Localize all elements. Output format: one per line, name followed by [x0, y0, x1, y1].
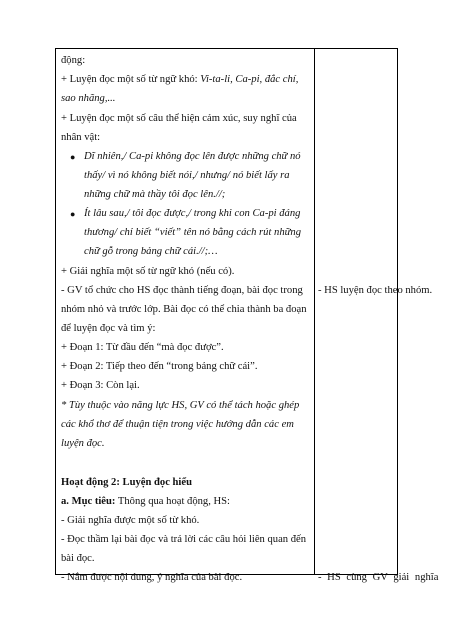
text-line: - GV tổ chức cho HS đọc thành tiếng đoạn, bài đọc trong	[61, 285, 303, 296]
text-line: sao nhãng,...	[61, 93, 116, 104]
italic-words: Vi-ta-li, Ca-pi, đắc chí,	[200, 74, 299, 85]
text-line: động:	[61, 55, 86, 66]
column-divider	[314, 49, 315, 574]
bullet-line: những chữ mà thầy tôi đọc lên.//;	[84, 189, 226, 200]
text-line: bài đọc.	[61, 553, 95, 564]
right-text-line: - HS cùng GV giải nghĩa	[318, 572, 439, 583]
text-line: để luyện đọc và tìm ý:	[61, 323, 156, 334]
text-span: + Luyện đọc một số từ ngữ khó:	[61, 74, 201, 85]
bullet-icon: ●	[70, 209, 76, 219]
text-line: + Đoạn 3: Còn lại.	[61, 380, 140, 391]
text-line: + Luyện đọc một số câu thể hiện cảm xúc, suy nghĩ của	[61, 113, 297, 124]
bullet-line: thương/ chỉ biết “viết” tên nó bằng cách rút những	[84, 227, 301, 238]
text-span: Thông qua hoạt động, HS:	[115, 496, 231, 507]
bullet-icon: ●	[70, 152, 76, 162]
text-line: - Đọc thầm lại bài đọc và trả lời các câu hỏi liên quan đến	[61, 534, 307, 545]
text-line: nhóm nhỏ và trước lớp. Bài đọc có thể chia thành ba đoạn	[61, 304, 307, 315]
text-line: - Giải nghĩa được một số từ khó.	[61, 515, 200, 526]
text-line	[61, 496, 230, 508]
bullet-line: Dĩ nhiên,/ Ca-pi không đọc lên được những chữ nó	[84, 151, 301, 162]
text-line: các khổ thơ để thuận tiện trong việc hướng dẫn các em	[61, 419, 294, 430]
text-line: + Đoạn 2: Tiếp theo đến “trong bảng chữ cái”.	[61, 361, 258, 372]
bullet-line: chữ gỗ trong bảng chữ cái.//;…	[84, 246, 218, 257]
text-line: - Nắm được nội dung, ý nghĩa của bài đọc.	[61, 572, 243, 583]
text-line: * Tùy thuộc vào năng lực HS, GV có thể tách hoặc ghép	[61, 400, 300, 411]
bullet-line: thấy/ vì nó không biết nói,/ nhưng/ nó biết lấy ra	[84, 170, 290, 181]
text-line: luyện đọc.	[61, 438, 105, 449]
bullet-line: Ít lâu sau,/ tôi đọc được,/ trong khi con Ca-pi đáng	[84, 208, 301, 219]
objective-label: a. Mục tiêu:	[61, 496, 116, 507]
section-heading: Hoạt động 2: Luyện đọc hiểu	[61, 477, 192, 488]
text-line: + Đoạn 1: Từ đầu đến “mà đọc được”.	[61, 342, 224, 353]
text-line: + Giải nghĩa một số từ ngữ khó (nếu có).	[61, 266, 235, 277]
text-line: nhân vật:	[61, 132, 101, 143]
text-line	[61, 74, 298, 86]
right-text-line: - HS luyện đọc theo nhóm.	[318, 285, 433, 296]
lesson-table	[55, 48, 439, 583]
